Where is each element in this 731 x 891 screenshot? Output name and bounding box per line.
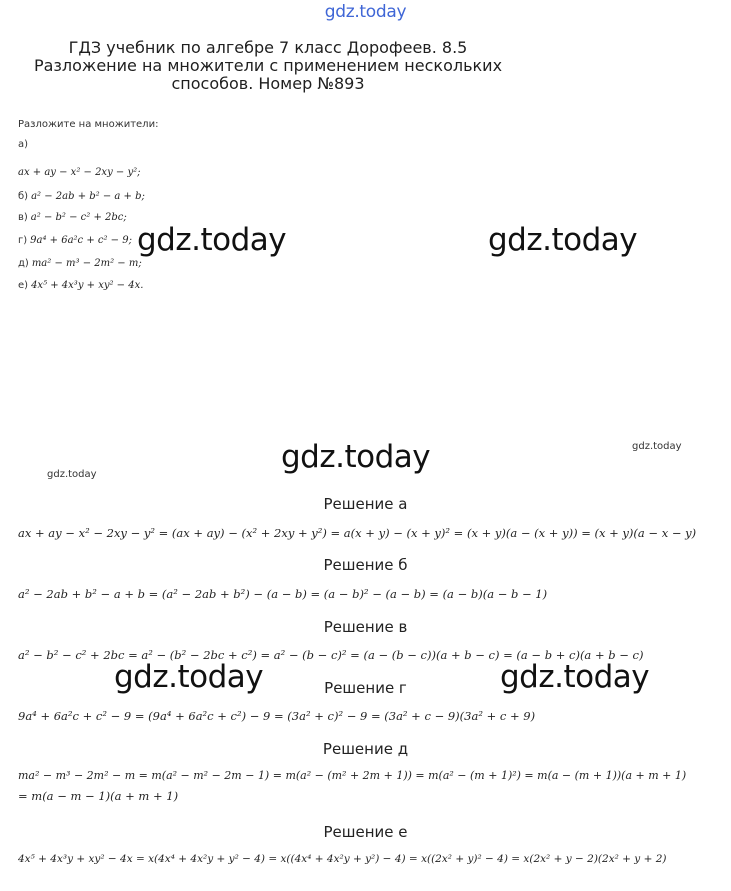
task-expression: a² − b² − c² + 2bc; (30, 212, 127, 223)
task-expression: 4x⁵ + 4x³y + xy² − 4x. (31, 280, 144, 291)
watermark: gdz.today (137, 222, 287, 258)
task-label: д) (18, 258, 29, 269)
task-expression: ma² − m³ − 2m² − m; (31, 258, 142, 269)
watermark: gdz.today (114, 659, 264, 695)
task-label: г) (18, 235, 28, 246)
page-title: ГДЗ учебник по алгебре 7 класс Дорофеев. 8.5 Разложение на множители с применением нескольких способов. Номер №893 (33, 38, 503, 93)
solution-heading-b: Решение б (323, 556, 408, 574)
task-item-d (18, 258, 142, 269)
watermark-small: gdz.today (632, 441, 682, 452)
task-label: е) (18, 280, 29, 291)
task-item-g (18, 235, 132, 246)
task-item-v (18, 212, 127, 223)
solution-line-v: a² − b² − c² + 2bc = a² − (b² − 2bc + c²) = a² − (b − c)² = (a − (b − c))(a + b − c) = (a − b + c)(a + b − c) (18, 648, 644, 662)
task-item-e (18, 280, 143, 291)
task-label: б) (18, 191, 29, 202)
task-expression: ax + ay − x² − 2xy − y²; (18, 167, 141, 178)
solution-line-b: a² − 2ab + b² − a + b = (a² − 2ab + b²) − (a − b) = (a − b)² − (a − b) = (a − b)(a − b − 1) (18, 587, 548, 601)
task-label: а) (18, 139, 29, 150)
task-instruction: Разложите на множители: (18, 119, 159, 130)
watermark: gdz.today (488, 222, 638, 258)
solution-heading-e: Решение е (323, 823, 408, 841)
task-item-b (18, 191, 145, 202)
solution-line-a: ax + ay − x² − 2xy − y² = (ax + ay) − (x² + 2xy + y²) = a(x + y) − (x + y)² = (x + y)(a − (x + y)) = (x + y)(a − x − y) (18, 526, 697, 540)
watermark: gdz.today (281, 439, 431, 475)
solution-heading-g: Решение г (324, 679, 407, 697)
task-item-a-label (18, 139, 31, 150)
task-item-a (18, 167, 141, 178)
solution-heading-a: Решение а (323, 495, 408, 513)
solution-heading-d: Решение д (322, 740, 409, 758)
solution-line-e: 4x⁵ + 4x³y + xy² − 4x = x(4x⁴ + 4x²y + y² − 4) = x((4x⁴ + 4x²y + y²) − 4) = x((2x² + y)² − 4) = x(2x² + y − 2)(2x² + y + 2) (18, 853, 667, 865)
solution-line-d-cont: = m(a − m − 1)(a + m + 1) (18, 789, 179, 803)
solution-line-g: 9a⁴ + 6a²c + c² − 9 = (9a⁴ + 6a²c + c²) − 9 = (3a² + c)² − 9 = (3a² + c − 9)(3a² + c + 9) (18, 709, 536, 723)
solution-heading-v: Решение в (323, 618, 408, 636)
task-label: в) (18, 212, 28, 223)
task-expression: 9a⁴ + 6a²c + c² − 9; (30, 235, 132, 246)
site-logo[interactable]: gdz.today (324, 2, 407, 22)
solution-line-d: ma² − m³ − 2m² − m = m(a² − m² − 2m − 1) = m(a² − (m² + 2m + 1)) = m(a² − (m + 1)²) = m(a − (m + 1))(a + m + 1) (18, 769, 687, 782)
watermark: gdz.today (500, 659, 650, 695)
task-expression: a² − 2ab + b² − a + b; (31, 191, 145, 202)
watermark-small: gdz.today (47, 469, 97, 480)
